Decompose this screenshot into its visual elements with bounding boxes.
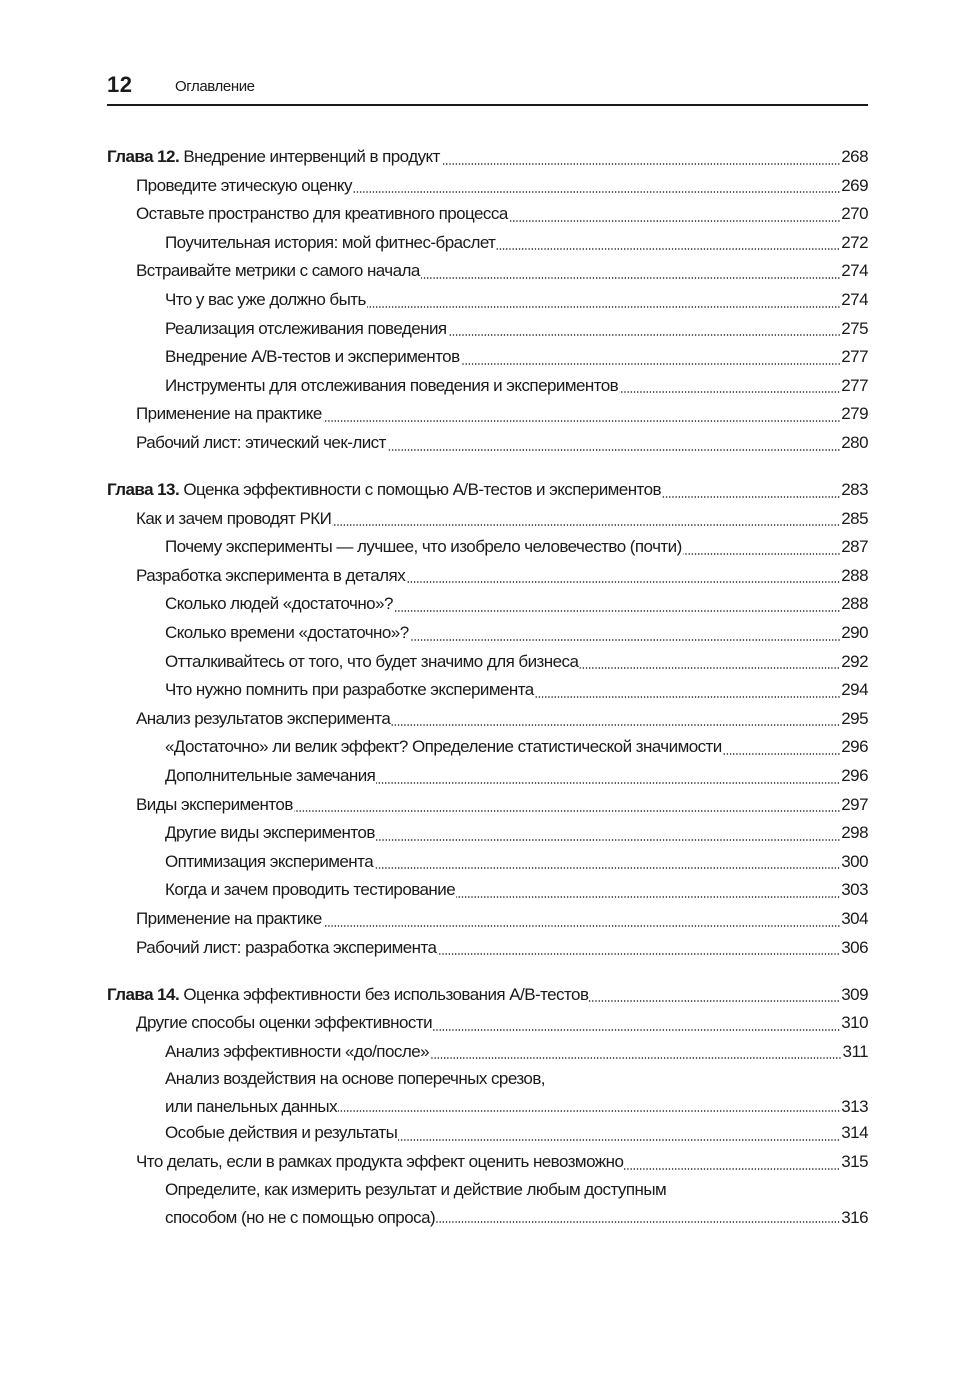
dot-leader xyxy=(723,752,841,756)
page-ref: 280 xyxy=(841,432,868,452)
page-ref: 288 xyxy=(841,594,868,614)
toc-entry[interactable] xyxy=(107,372,868,401)
entry-title: Оставьте пространство для креативного процесса xyxy=(136,204,508,224)
toc-entry[interactable] xyxy=(107,200,868,229)
entry-title: Отталкивайтесь от того, что будет значимо для бизнеса xyxy=(165,651,579,671)
page-ref: 297 xyxy=(841,794,868,814)
dot-leader xyxy=(509,219,841,223)
entry-title: Дополнительные замечания xyxy=(165,765,376,785)
toc-entry[interactable] xyxy=(107,1038,868,1067)
dot-leader xyxy=(323,924,840,928)
dot-leader xyxy=(448,333,841,337)
dot-leader xyxy=(374,866,840,870)
entry-title: Внедрение A/B-тестов и экспериментов xyxy=(165,347,460,367)
entry-title: Как и зачем проводят РКИ xyxy=(136,508,332,528)
toc-entry[interactable] xyxy=(107,619,868,648)
chapter-title: Оценка эффективности с помощью A/B-тестов и экспериментов xyxy=(183,480,661,500)
page-ref: 290 xyxy=(841,623,868,642)
dot-leader xyxy=(421,276,840,280)
entry-title: Анализ результатов эксперимента xyxy=(136,708,391,728)
page-ref: 303 xyxy=(841,880,868,900)
dot-leader xyxy=(436,1220,840,1224)
dot-leader xyxy=(332,523,840,527)
dot-leader xyxy=(398,1138,840,1142)
running-title: Оглавление xyxy=(175,78,255,95)
toc-entry[interactable] xyxy=(107,257,868,286)
page-ref: 275 xyxy=(841,318,868,338)
page-ref: 288 xyxy=(841,565,868,585)
toc-entry[interactable] xyxy=(107,905,868,934)
toc-chapter-entry[interactable] xyxy=(107,476,868,505)
chapter-12 xyxy=(107,143,868,458)
entry-title: Сколько времени «достаточно»? xyxy=(165,623,409,642)
dot-leader xyxy=(323,419,840,423)
dot-leader xyxy=(387,448,840,452)
entry-title-line1: Анализ воздействия на основе поперечных срезов, xyxy=(165,1069,545,1089)
entry-title: Рабочий лист: разработка эксперимента xyxy=(136,937,437,957)
dot-leader xyxy=(367,305,840,309)
page-ref: 294 xyxy=(841,680,868,700)
toc-entry[interactable] xyxy=(107,1066,868,1119)
page-ref: 270 xyxy=(841,204,868,224)
dot-leader xyxy=(496,247,840,251)
page-ref: 316 xyxy=(841,1207,868,1227)
toc-entry[interactable] xyxy=(107,1119,868,1148)
toc-entry[interactable] xyxy=(107,819,868,848)
page-ref: 310 xyxy=(841,1013,868,1033)
dot-leader xyxy=(376,838,840,842)
entry-title: Особые действия и результаты xyxy=(165,1123,398,1143)
entry-title: Что делать, если в рамках продукта эффект оценить невозможно xyxy=(136,1152,624,1171)
dot-leader xyxy=(394,609,840,613)
entry-title-line1: Определите, как измерить результат и действие любым доступным xyxy=(165,1179,667,1199)
entry-title: Поучительная история: мой фитнес-браслет xyxy=(165,232,496,252)
page-ref: 311 xyxy=(842,1041,868,1061)
dot-leader xyxy=(433,1028,840,1032)
dot-leader xyxy=(662,495,840,499)
toc-entry[interactable] xyxy=(107,762,868,791)
dot-leader xyxy=(589,999,840,1003)
toc-entry[interactable] xyxy=(107,286,868,315)
entry-title-line2: способом (но не с помощью опроса) xyxy=(165,1207,436,1227)
dot-leader xyxy=(535,695,841,699)
toc-chapter-entry[interactable] xyxy=(107,981,868,1010)
page-ref: 314 xyxy=(841,1123,868,1143)
toc-entry[interactable] xyxy=(107,343,868,372)
toc-entry[interactable] xyxy=(107,791,868,820)
entry-title: Рабочий лист: этический чек-лист xyxy=(136,432,386,452)
dot-leader xyxy=(579,666,840,670)
entry-title: Встраивайте метрики с самого начала xyxy=(136,261,420,281)
chapter-label: Глава 12. xyxy=(107,147,180,166)
dot-leader xyxy=(683,552,841,556)
page-ref: 304 xyxy=(841,908,868,928)
toc-entry[interactable] xyxy=(107,505,868,534)
entry-title: Применение на практике xyxy=(136,908,322,928)
entry-title-line2: или панельных данных xyxy=(165,1097,338,1117)
entry-title: Что нужно помнить при разработке эксперимента xyxy=(165,680,534,700)
toc-entry[interactable] xyxy=(107,562,868,591)
toc-entry[interactable] xyxy=(107,676,868,705)
page-number: 12 xyxy=(107,72,133,97)
page-ref: 277 xyxy=(841,347,868,367)
page-ref: 277 xyxy=(841,375,868,395)
dot-leader xyxy=(624,1167,840,1171)
entry-title: Применение на практике xyxy=(136,404,322,424)
dot-leader xyxy=(338,1109,840,1113)
entry-title: Инструменты для отслеживания поведения и экспериментов xyxy=(165,375,619,395)
chapter-title: Оценка эффективности без использования A/B-тестов xyxy=(183,984,589,1004)
page-ref: 285 xyxy=(841,508,868,528)
dot-leader xyxy=(376,781,840,785)
page-ref: 296 xyxy=(841,765,868,785)
dot-leader xyxy=(456,895,840,899)
page-ref: 268 xyxy=(841,147,868,166)
entry-title: Сколько людей «достаточно»? xyxy=(165,594,393,614)
page-ref: 274 xyxy=(841,289,868,309)
page-header xyxy=(107,70,868,106)
toc-entry[interactable] xyxy=(107,1177,868,1230)
dot-leader xyxy=(619,390,840,394)
dot-leader xyxy=(461,362,841,366)
toc-entry[interactable] xyxy=(107,1148,868,1177)
page-ref: 272 xyxy=(841,232,868,252)
entry-title: Проведите этическую оценку xyxy=(136,175,352,195)
page-ref: 298 xyxy=(841,823,868,843)
dot-leader xyxy=(406,580,840,584)
entry-title: Когда и зачем проводить тестирование xyxy=(165,880,456,900)
chapter-label: Глава 14. xyxy=(107,984,180,1004)
dot-leader xyxy=(430,1056,842,1060)
entry-title: Оптимизация эксперимента xyxy=(165,851,374,871)
chapter-13 xyxy=(107,476,868,962)
toc-entry[interactable] xyxy=(107,400,868,429)
page-ref: 283 xyxy=(841,480,868,500)
dot-leader xyxy=(441,162,840,166)
entry-title: Виды экспериментов xyxy=(136,794,293,814)
toc-entry[interactable] xyxy=(107,590,868,619)
dot-leader xyxy=(353,190,840,194)
dot-leader xyxy=(294,809,840,813)
entry-title: Что у вас уже должно быть xyxy=(165,289,366,309)
page-ref: 269 xyxy=(841,175,868,195)
page-ref: 287 xyxy=(841,537,868,557)
page-ref: 309 xyxy=(841,984,868,1004)
entry-title: «Достаточно» ли велик эффект? Определение статистической значимости xyxy=(165,737,722,757)
page-ref: 292 xyxy=(841,651,868,671)
chapter-title: Внедрение интервенций в продукт xyxy=(183,147,440,166)
toc-entry[interactable] xyxy=(107,648,868,677)
toc-entry[interactable] xyxy=(107,429,868,458)
dot-leader xyxy=(437,952,840,956)
toc-entry[interactable] xyxy=(107,315,868,344)
toc-chapter-entry[interactable] xyxy=(107,143,868,172)
chapter-label: Глава 13. xyxy=(107,480,180,500)
table-of-contents xyxy=(107,143,868,1248)
header-rule xyxy=(107,104,868,106)
toc-entry[interactable] xyxy=(107,934,868,963)
entry-title: Другие виды экспериментов xyxy=(165,823,375,843)
page-ref: 296 xyxy=(841,737,868,757)
page-ref: 274 xyxy=(841,261,868,281)
page-ref: 306 xyxy=(841,937,868,957)
page-ref: 295 xyxy=(841,708,868,728)
toc-entry[interactable] xyxy=(107,876,868,905)
toc-entry[interactable] xyxy=(107,229,868,258)
entry-title: Разработка эксперимента в деталях xyxy=(136,565,406,585)
toc-entry[interactable] xyxy=(107,705,868,734)
entry-title: Анализ эффективности «до/после» xyxy=(165,1041,429,1061)
page-ref: 279 xyxy=(841,404,868,424)
page-ref: 313 xyxy=(841,1097,868,1117)
toc-entry[interactable] xyxy=(107,848,868,877)
dot-leader xyxy=(410,638,841,642)
toc-entry[interactable] xyxy=(107,172,868,201)
chapter-14 xyxy=(107,981,868,1230)
entry-title: Другие способы оценки эффективности xyxy=(136,1013,433,1033)
page-ref: 300 xyxy=(841,851,868,871)
entry-title: Почему эксперименты — лучшее, что изобрело человечество (почти) xyxy=(165,537,682,557)
toc-entry[interactable] xyxy=(107,533,868,562)
toc-entry[interactable] xyxy=(107,1009,868,1038)
toc-entry[interactable] xyxy=(107,733,868,762)
dot-leader xyxy=(391,723,840,727)
page-ref: 315 xyxy=(841,1152,868,1171)
entry-title: Реализация отслеживания поведения xyxy=(165,318,447,338)
